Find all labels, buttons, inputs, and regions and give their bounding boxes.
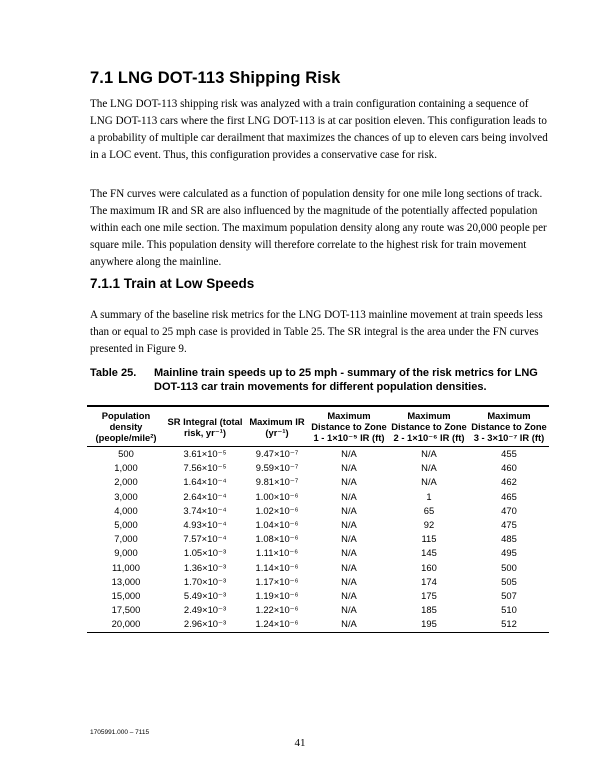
table-cell: N/A	[341, 504, 357, 516]
table-cell: 512	[469, 617, 549, 632]
table-cell: 160	[421, 561, 437, 573]
table-cell: 3,000	[114, 490, 138, 502]
document-id: 1705991.000 – 7115	[90, 729, 150, 736]
table-caption-text: Mainline train speeds up to 25 mph - summary of the risk metrics for LNG DOT-113 car train movements for different population densities.	[154, 367, 538, 393]
section-heading: 7.1 LNG DOT-113 Shipping Risk	[90, 69, 341, 87]
table-cell: N/A	[341, 575, 357, 587]
body-paragraph-2: The FN curves were calculated as a function of population density for one mile long sections of track. The maximum IR and SR are also influenced by the magnitude of the potentially affected population within each one mile section. The maximum population density along any route was 20,000 people per square mile. This population density will therefore correlate to the highest risk for train movement anywhere along the mainline.	[90, 188, 547, 268]
table-row	[87, 617, 549, 632]
table-cell: 13,000	[111, 575, 141, 587]
column-header: Maximum Distance to Zone 1 - 1×10⁻⁵ IR (ft)	[309, 407, 389, 447]
table-header-row	[87, 407, 549, 447]
table-cell: 92	[423, 519, 435, 531]
table-cell: 2.64×10⁻⁴	[183, 490, 227, 502]
table-cell: 1.64×10⁻⁴	[183, 476, 227, 488]
table-cell: 1.17×10⁻⁶	[255, 575, 299, 587]
table-cell: N/A	[341, 533, 357, 545]
table-cell: 2,000	[114, 476, 138, 488]
table-cell: 9.81×10⁻⁷	[255, 476, 299, 488]
table-cell: N/A	[341, 462, 357, 474]
table-cell: 185	[421, 604, 437, 616]
table-row	[87, 532, 549, 546]
table-row	[87, 447, 549, 462]
table-row	[87, 461, 549, 475]
column-header: Maximum Distance to Zone 2 - 1×10⁻⁶ IR (ft)	[389, 407, 469, 447]
table-cell: 510	[501, 604, 517, 616]
column-header: SR Integral (total risk, yr⁻¹)	[165, 407, 245, 447]
table-cell: N/A	[341, 604, 357, 616]
table-cell: 1.19×10⁻⁶	[255, 590, 299, 602]
table-cell: 15,000	[111, 590, 141, 602]
table-cell: 65	[423, 504, 435, 516]
table-cell: 5,000	[114, 519, 138, 531]
table-cell: 9.59×10⁻⁷	[255, 462, 299, 474]
table-row	[87, 589, 549, 603]
table-cell: 145	[421, 547, 437, 559]
table-cell: 3.74×10⁻⁴	[183, 504, 227, 516]
table-row	[87, 504, 549, 518]
table-cell: 485	[501, 533, 517, 545]
table-cell: 4,000	[114, 504, 138, 516]
table-cell: N/A	[341, 561, 357, 573]
table-cell: 5.49×10⁻³	[183, 590, 227, 602]
table-row	[87, 475, 549, 489]
table-caption-number: Table 25.	[90, 367, 137, 379]
table-cell: N/A	[309, 617, 389, 632]
table-cell: 500	[501, 561, 517, 573]
table-cell: 174	[421, 575, 437, 587]
table-row	[87, 490, 549, 504]
table-cell: 20,000	[87, 617, 165, 632]
table-cell: 1.11×10⁻⁶	[255, 547, 299, 559]
table-cell: 1.00×10⁻⁶	[255, 490, 299, 502]
table-caption	[90, 366, 560, 394]
column-header: Maximum IR (yr⁻¹)	[245, 407, 309, 447]
table-cell: 465	[501, 490, 517, 502]
table-cell: 1.02×10⁻⁶	[255, 504, 299, 516]
table-cell: N/A	[421, 448, 437, 459]
table-cell: N/A	[341, 547, 357, 559]
table-cell: 1.08×10⁻⁶	[255, 533, 299, 545]
table-cell: 460	[501, 462, 517, 474]
table-cell: N/A	[341, 490, 357, 502]
table-cell: 175	[421, 590, 437, 602]
table-cell: 11,000	[112, 561, 140, 573]
risk-metrics-table	[87, 405, 549, 633]
body-paragraph-1: The LNG DOT-113 shipping risk was analyzed with a train configuration containing a sequence of LNG DOT-113 cars where the first LNG DOT-113 is at car position eleven. This configuration leads to a probability of multiple car derailment that maximizes the chances of up to eleven cars being involved in a LOC event. Thus, this configuration provides a conservative case for risk.	[90, 98, 548, 161]
column-header: Population density (people/mile²)	[87, 407, 165, 447]
table-cell: 495	[501, 547, 517, 559]
table-cell: 462	[501, 476, 517, 488]
table-cell: 1.05×10⁻³	[183, 547, 227, 559]
table-cell: 9.47×10⁻⁷	[255, 448, 299, 459]
table-cell: N/A	[341, 448, 357, 459]
table-cell: N/A	[421, 462, 437, 474]
table-cell: N/A	[421, 476, 437, 488]
table-cell: 500	[118, 448, 134, 459]
table-cell: 7.56×10⁻⁵	[183, 462, 227, 474]
table-cell: 115	[421, 533, 437, 545]
table-cell: 1.04×10⁻⁶	[255, 519, 299, 531]
table-cell: 1,000	[114, 462, 138, 474]
table-cell: 2.49×10⁻³	[183, 604, 227, 616]
table-cell: 4.93×10⁻⁴	[183, 519, 227, 531]
table-cell: 1.14×10⁻⁶	[255, 561, 299, 573]
table-cell: 505	[501, 575, 517, 587]
table-cell: 1	[426, 490, 432, 502]
table-row	[87, 575, 549, 589]
column-header: Maximum Distance to Zone 3 - 3×10⁻⁷ IR (ft)	[469, 407, 549, 447]
table-cell: 455	[501, 448, 517, 459]
table-cell: 17,500	[111, 604, 141, 616]
table-body	[87, 447, 549, 633]
table-cell: N/A	[341, 590, 357, 602]
table-cell: N/A	[341, 476, 357, 488]
table-cell: 9,000	[114, 547, 138, 559]
table-cell: 195	[389, 617, 469, 632]
table-cell: 470	[501, 504, 517, 516]
table-cell: 1.70×10⁻³	[183, 575, 227, 587]
table-cell: 1.24×10⁻⁶	[245, 617, 309, 632]
page-number: 41	[294, 737, 306, 749]
table-cell: N/A	[341, 519, 357, 531]
table-cell: 1.22×10⁻⁶	[255, 604, 299, 616]
table-row	[87, 603, 549, 617]
table-row	[87, 561, 549, 575]
table-cell: 475	[501, 519, 517, 531]
table-cell: 1.36×10⁻³	[183, 561, 227, 573]
table-row	[87, 546, 549, 560]
table-cell: 2.96×10⁻³	[165, 617, 245, 632]
subsection-paragraph: A summary of the baseline risk metrics for the LNG DOT-113 mainline movement at train speeds less than or equal to 25 mph case is provided in Table 25. The SR integral is the area under the FN curves presented in Figure 9.	[90, 309, 543, 355]
table-cell: 7,000	[114, 533, 138, 545]
table-cell: 3.61×10⁻⁵	[183, 448, 227, 459]
subsection-heading: 7.1.1 Train at Low Speeds	[90, 276, 255, 291]
table-cell: 7.57×10⁻⁴	[183, 533, 227, 545]
table-cell: 507	[501, 590, 517, 602]
table-row	[87, 518, 549, 532]
